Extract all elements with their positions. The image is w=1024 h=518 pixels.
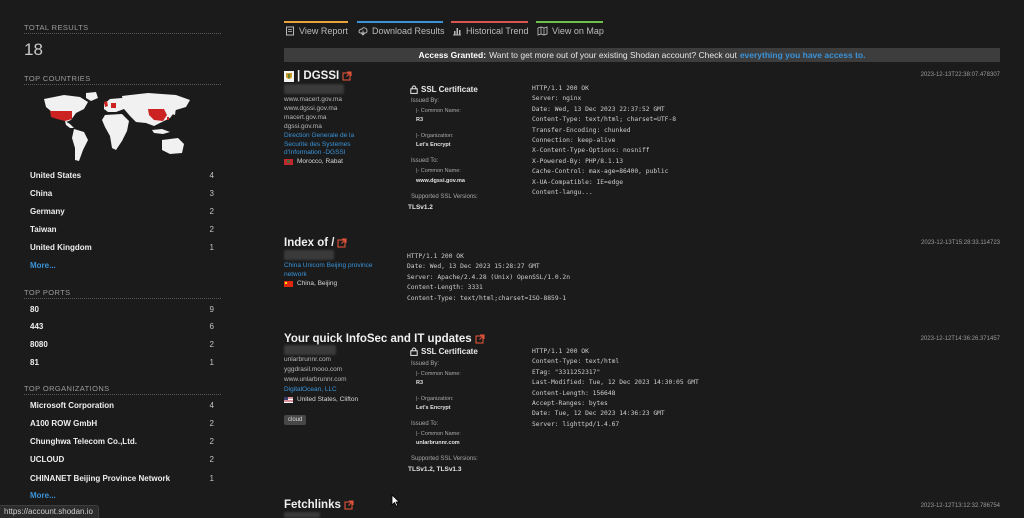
external-link-icon[interactable] xyxy=(337,238,347,248)
china-flag-icon xyxy=(284,281,293,287)
tab-historical-trend[interactable] xyxy=(452,22,529,40)
facet-count: 2 xyxy=(209,339,214,349)
divider xyxy=(24,33,221,34)
hostname: macert.gov.ma xyxy=(284,114,327,121)
hostname: yggdrasil.mooo.com xyxy=(284,366,343,373)
facet-count: 4 xyxy=(209,170,214,180)
banner-text: Want to get more out of your existing Shodan account? Check out xyxy=(489,50,737,60)
result-title-text: Fetchlinks xyxy=(284,499,341,511)
facet-label[interactable]: United Kingdom xyxy=(30,242,92,252)
ip-address-redacted xyxy=(284,345,336,355)
issued-by-label: Issued By: xyxy=(411,98,440,104)
facet-label[interactable]: UCLOUD xyxy=(30,454,65,464)
external-link-icon[interactable] xyxy=(344,500,354,510)
facet-label[interactable]: Chunghwa Telecom Co.,Ltd. xyxy=(30,436,137,446)
top-ports-title: TOP PORTS xyxy=(24,288,71,297)
sidebar xyxy=(0,0,232,518)
facet-count: 1 xyxy=(209,357,214,367)
download-icon xyxy=(358,26,368,36)
http-response-banner: HTTP/1.1 200 OK Date: Wed, 13 Dec 2023 15:28:27 GMT Server: Apache/2.4.28 (Unix) OpenSSL/1.0.2n Content-Length: 3331 Content-Type: text/html;charset=ISO-8859-1 xyxy=(407,253,571,302)
port-facet-item[interactable] xyxy=(30,338,214,350)
org-facet-item[interactable] xyxy=(30,399,214,411)
facet-count: 1 xyxy=(209,242,214,252)
total-results-title: TOTAL RESULTS xyxy=(24,23,89,32)
tab-label: Download Results xyxy=(372,26,445,36)
result-title-text: | DGSSI xyxy=(297,70,340,82)
result-title[interactable] xyxy=(284,237,347,249)
issued-to-label: Issued To: xyxy=(411,158,439,164)
facet-label[interactable]: China xyxy=(30,188,53,198)
location xyxy=(284,158,343,165)
countries-more-link[interactable]: More... xyxy=(30,261,56,270)
bar-chart-icon xyxy=(452,26,462,36)
divider xyxy=(24,298,221,299)
location xyxy=(284,396,358,403)
issued-by-cn: R3 xyxy=(416,117,424,123)
facet-count: 2 xyxy=(209,206,214,216)
external-link-icon[interactable] xyxy=(342,71,352,81)
top-countries-title: TOP COUNTRIES xyxy=(24,74,91,83)
facet-count: 2 xyxy=(209,418,214,428)
world-map[interactable] xyxy=(36,90,196,166)
ssl-versions: TLSv1.2, TLSv1.3 xyxy=(408,466,462,473)
map-icon xyxy=(537,26,548,36)
facet-label[interactable]: A100 ROW GmbH xyxy=(30,418,98,428)
port-facet-item[interactable] xyxy=(30,303,214,315)
org-facet-item[interactable] xyxy=(30,472,214,484)
ssl-versions-label: Supported SSL Versions: xyxy=(411,194,478,200)
http-response-banner: HTTP/1.1 200 OK Server: nginx Date: Wed, 13 Dec 2023 22:37:52 GMT Content-Type: text/html; charset=UTF-8 Transfer-Encoding: chunked Connection: keep-alive X-Content-Type-Options: nosniff X-Powered-By: PHP/8.1.13 Cache-Control: max-age=86400, public X-UA-Compatible: IE=edge Content-langu... xyxy=(532,85,677,197)
issued-to-cn: unlarbrunnr.com xyxy=(416,440,460,446)
result-timestamp: 2023-12-12T13:12:32.786754 xyxy=(920,503,1000,509)
tab-view-on-map[interactable] xyxy=(537,22,604,40)
tab-label: Historical Trend xyxy=(466,26,529,36)
ssl-certificate-heading xyxy=(410,347,478,356)
location-text: Morocco, Rabat xyxy=(297,158,343,165)
result-title[interactable] xyxy=(284,499,354,511)
ssl-heading-text: SSL Certificate xyxy=(421,85,478,94)
location-text: China, Beijing xyxy=(297,280,338,287)
top-organizations-title: TOP ORGANIZATIONS xyxy=(24,384,110,393)
issued-to-cn-label: |- Common Name: xyxy=(416,431,461,437)
issued-to-label: Issued To: xyxy=(411,421,439,427)
facet-count: 6 xyxy=(209,321,214,331)
external-link-icon[interactable] xyxy=(475,334,485,344)
tab-label: View on Map xyxy=(552,26,604,36)
issued-by-cn: R3 xyxy=(416,380,424,386)
facet-label[interactable]: 443 xyxy=(30,321,44,331)
issued-by-org-label: |- Organization: xyxy=(416,133,454,139)
divider xyxy=(24,394,221,395)
hostname: dgssi.gov.ma xyxy=(284,123,322,130)
hostname: unlarbrunnr.com xyxy=(284,356,331,363)
organization-link[interactable]: China Unicom Beijing province network xyxy=(284,262,373,278)
country-facet-item[interactable] xyxy=(30,223,214,235)
result-title[interactable] xyxy=(284,333,485,345)
country-facet-item[interactable] xyxy=(30,187,214,199)
result-timestamp: 2023-12-13T15:28:33.114723 xyxy=(921,240,1000,246)
result-timestamp: 2023-12-13T22:38:07.478307 xyxy=(920,72,1000,78)
org-facet-item[interactable] xyxy=(30,453,214,465)
lock-icon xyxy=(410,347,418,356)
issued-by-cn-label: |- Common Name: xyxy=(416,371,461,377)
facet-label[interactable]: Microsoft Corporation xyxy=(30,400,114,410)
country-facet-item[interactable] xyxy=(30,169,214,181)
hostname: www.dgssi.gov.ma xyxy=(284,105,338,112)
facet-label[interactable]: CHINANET Beijing Province Network xyxy=(30,473,171,483)
lock-icon xyxy=(410,85,418,94)
ssl-certificate-heading xyxy=(410,85,478,94)
port-facet-item[interactable] xyxy=(30,356,214,368)
facet-label[interactable]: 81 xyxy=(30,357,39,367)
access-banner xyxy=(284,48,1000,62)
port-facet-item[interactable] xyxy=(30,320,214,332)
facet-count: 2 xyxy=(209,436,214,446)
tab-label: View Report xyxy=(299,26,348,36)
result-title[interactable] xyxy=(284,70,352,82)
tab-view-report[interactable] xyxy=(285,22,348,40)
country-facet-item[interactable] xyxy=(30,241,214,253)
location xyxy=(284,280,337,287)
issued-by-label: Issued By: xyxy=(411,361,440,367)
facet-label[interactable]: Taiwan xyxy=(30,224,57,234)
banner-link[interactable]: everything you have access to. xyxy=(739,50,866,60)
facet-count: 1 xyxy=(209,473,214,483)
org-facet-item[interactable] xyxy=(30,435,214,447)
tab-download-results[interactable] xyxy=(358,22,445,40)
issued-by-org: Let's Encrypt xyxy=(416,142,451,148)
facet-label[interactable]: 8080 xyxy=(30,339,48,349)
morocco-flag-icon xyxy=(284,159,293,165)
facet-label[interactable]: United States xyxy=(30,170,82,180)
organization-link[interactable]: DigitalOcean, LLC xyxy=(284,386,337,393)
facet-count: 4 xyxy=(209,400,214,410)
ssl-versions: TLSv1.2 xyxy=(408,204,433,211)
us-flag-icon xyxy=(284,397,293,403)
tag-cloud[interactable]: cloud xyxy=(284,415,306,425)
organization-link[interactable]: Direction Generale de la Securite des Systemes d'Information -DGSSI xyxy=(284,132,355,156)
facet-label[interactable]: 80 xyxy=(30,304,39,314)
hostname: www.unlarbrunnr.com xyxy=(284,376,347,383)
facet-label[interactable]: Germany xyxy=(30,206,65,216)
location-text: United States, Clifton xyxy=(297,396,359,403)
issued-to-cn: www.dgssi.gov.ma xyxy=(416,178,465,184)
facet-count: 9 xyxy=(209,304,214,314)
org-facet-item[interactable] xyxy=(30,417,214,429)
result-title-text: Index of / xyxy=(284,237,335,249)
status-bar-url: https://account.shodan.io xyxy=(0,505,99,518)
http-response-banner: HTTP/1.1 200 OK Content-Type: text/html ETag: "3311252317" Last-Modified: Tue, 12 Dec 2023 14:30:05 GMT Content-Length: 156648 Accept-Ranges: bytes Date: Tue, 12 Dec 2023 14:36:23 GMT Server: lighttpd/1.4.67 xyxy=(532,348,699,428)
ip-address-redacted xyxy=(284,250,334,260)
ssl-heading-text: SSL Certificate xyxy=(421,347,478,356)
issued-by-org: Let's Encrypt xyxy=(416,405,451,411)
facet-count: 3 xyxy=(209,188,214,198)
favicon-icon xyxy=(284,71,294,82)
ip-address-redacted xyxy=(284,84,344,94)
ip-address-redacted xyxy=(284,512,320,518)
divider xyxy=(24,84,221,85)
mouse-cursor-icon xyxy=(391,494,400,507)
ssl-versions-label: Supported SSL Versions: xyxy=(411,456,478,462)
issued-by-org-label: |- Organization: xyxy=(416,396,454,402)
total-results-count: 18 xyxy=(24,40,43,59)
issued-by-cn-label: |- Common Name: xyxy=(416,108,461,114)
facet-count: 2 xyxy=(209,454,214,464)
country-facet-item[interactable] xyxy=(30,205,214,217)
report-icon xyxy=(285,26,295,36)
result-timestamp: 2023-12-12T14:36:26.371457 xyxy=(920,336,1000,342)
organizations-more-link[interactable]: More... xyxy=(30,491,56,500)
banner-strong: Access Granted: xyxy=(418,50,487,60)
facet-count: 2 xyxy=(209,224,214,234)
issued-to-cn-label: |- Common Name: xyxy=(416,168,461,174)
hostname: www.macert.gov.ma xyxy=(284,96,343,103)
result-title-text: Your quick InfoSec and IT updates xyxy=(284,333,472,345)
